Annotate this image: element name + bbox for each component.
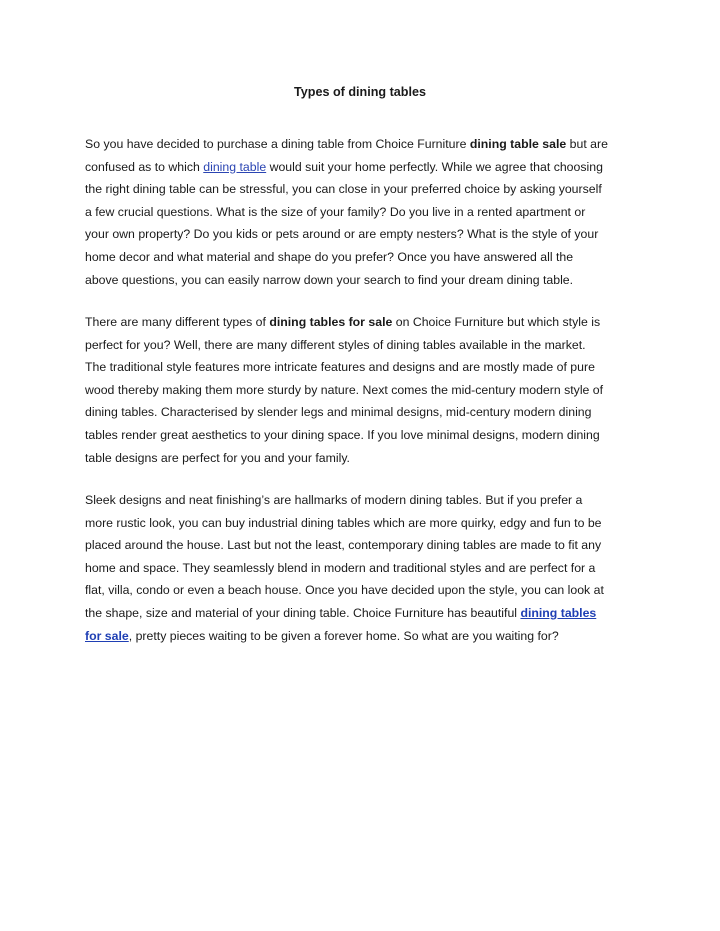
paragraph-line: a few crucial questions. What is the size of your family? Do you live in a rented apartment or xyxy=(85,204,586,219)
text-run: So you have decided to purchase a dining table from Choice Furniture xyxy=(85,137,470,151)
paragraph-line: wood thereby making them more sturdy by nature. Next comes the mid-century modern style of xyxy=(85,382,604,397)
paragraph-line: Sleek designs and neat finishing’s are hallmarks of modern dining tables. But if you prefer a xyxy=(85,493,583,507)
paragraph-2 xyxy=(85,311,645,469)
text-run: but are xyxy=(566,137,608,151)
paragraph-3 xyxy=(85,489,645,647)
paragraph-line: more rustic look, you can buy industrial dining tables which are more quirky, edgy and fun to be xyxy=(85,515,602,530)
paragraph-line: tables render great aesthetics to your dining space. If you love minimal designs, modern dining xyxy=(85,427,600,442)
text-run: the shape, size and material of your dining table. Choice Furniture has beautiful xyxy=(85,605,521,620)
text-run: confused as to which xyxy=(85,159,204,174)
dining-table-link[interactable]: dining table xyxy=(203,159,267,174)
paragraph-line: home and space. They seamlessly blend in modern and traditional styles and are perfect for a xyxy=(85,560,596,575)
paragraph-line: placed around the house. Last but not the least, contemporary dining tables are made to fit any xyxy=(85,538,602,553)
paragraph-line xyxy=(85,133,645,156)
paragraph-line: above questions, you can easily narrow down your search to find your dream dining table. xyxy=(85,272,574,287)
dining-tables-for-sale-link[interactable]: dining tables xyxy=(520,605,597,620)
paragraph-line: home decor and what material and shape do you prefer? Once you have answered all the xyxy=(85,249,574,264)
text-run: on Choice Furniture but which style is xyxy=(392,315,601,329)
text-run: There are many different types of xyxy=(85,315,270,329)
paragraph-line xyxy=(85,602,645,625)
paragraph-line xyxy=(85,156,645,179)
paragraph-line: flat, villa, condo or even a beach house. Once you have decided upon the style, you can look at xyxy=(85,583,604,598)
paragraph-line xyxy=(85,311,645,334)
keyword-bold: dining table sale xyxy=(469,137,567,151)
text-run: would suit your home perfectly. While we agree that choosing xyxy=(266,159,603,174)
dining-tables-for-sale-link-continued[interactable]: for sale xyxy=(85,628,129,643)
paragraph-1 xyxy=(85,133,645,291)
paragraph-line: The traditional style features more intricate features and designs and are mostly made of pure xyxy=(85,360,595,375)
paragraph-line: the right dining table can be stressful, you can close in your preferred choice by asking yourself xyxy=(85,182,602,197)
paragraph-line xyxy=(85,625,645,648)
paragraph-line: your own property? Do you kids or pets around or are empty nesters? What is the style of your xyxy=(85,227,599,242)
keyword-bold: dining tables for sale xyxy=(269,315,393,329)
paragraph-line: table designs are perfect for you and your family. xyxy=(85,450,350,465)
document-title: Types of dining tables xyxy=(293,85,426,99)
paragraph-line: perfect for you? Well, there are many different styles of dining tables available in the market. xyxy=(85,337,586,352)
paragraph-line: dining tables. Characterised by slender legs and minimal designs, mid-century modern dining xyxy=(85,405,592,420)
text-run: , pretty pieces waiting to be given a forever home. So what are you waiting for? xyxy=(128,628,559,643)
